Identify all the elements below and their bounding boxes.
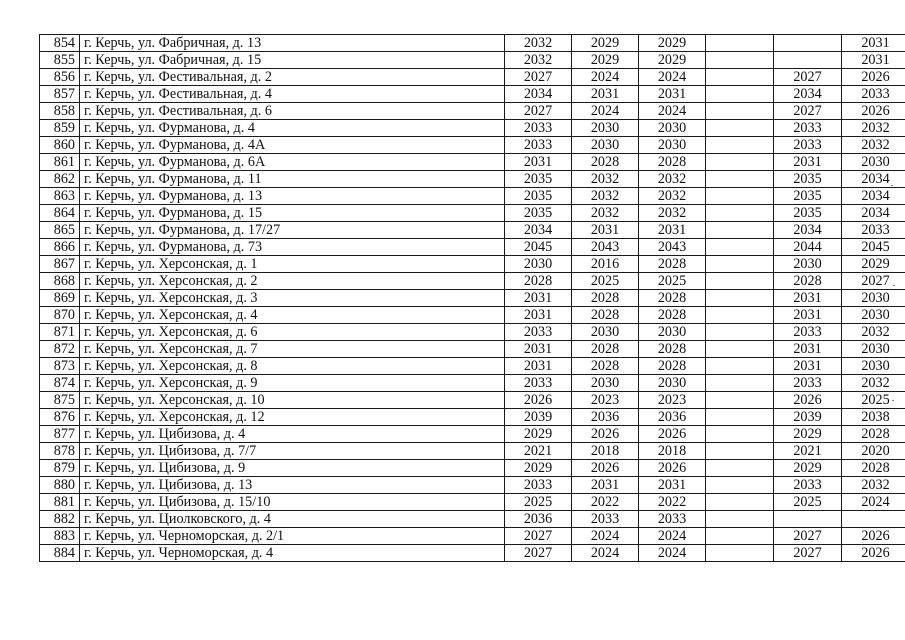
year-cell-4 bbox=[706, 239, 774, 256]
row-number-cell: 870 bbox=[40, 307, 80, 324]
year-cell-6: 2028 bbox=[842, 460, 905, 477]
year-cell-1: 2032 bbox=[505, 52, 572, 69]
year-cell-4 bbox=[706, 273, 774, 290]
year-cell-5: 2034 bbox=[774, 86, 842, 103]
table-row bbox=[40, 375, 905, 392]
year-cell-4 bbox=[706, 188, 774, 205]
year-cell-5: 2033 bbox=[774, 477, 842, 494]
year-cell-4 bbox=[706, 222, 774, 239]
year-cell-2: 2022 bbox=[572, 494, 639, 511]
year-cell-4 bbox=[706, 409, 774, 426]
year-cell-3: 2036 bbox=[639, 409, 706, 426]
address-cell: г. Керчь, ул. Херсонская, д. 1 bbox=[80, 256, 505, 273]
year-cell-6: 2025 bbox=[842, 392, 905, 409]
year-cell-3: 2024 bbox=[639, 103, 706, 120]
year-cell-5: 2021 bbox=[774, 443, 842, 460]
year-cell-1: 2039 bbox=[505, 409, 572, 426]
address-cell: г. Керчь, ул. Фурманова, д. 17/27 bbox=[80, 222, 505, 239]
year-cell-5 bbox=[774, 52, 842, 69]
table-row bbox=[40, 256, 905, 273]
address-cell: г. Керчь, ул. Фурманова, д. 4А bbox=[80, 137, 505, 154]
year-cell-5: 2034 bbox=[774, 222, 842, 239]
year-cell-4 bbox=[706, 120, 774, 137]
year-cell-3: 2032 bbox=[639, 205, 706, 222]
row-number-cell: 867 bbox=[40, 256, 80, 273]
year-cell-3: 2029 bbox=[639, 52, 706, 69]
year-cell-6: 2032 bbox=[842, 120, 905, 137]
address-cell: г. Керчь, ул. Херсонская, д. 6 bbox=[80, 324, 505, 341]
row-number-cell: 855 bbox=[40, 52, 80, 69]
table-row bbox=[40, 392, 905, 409]
row-number-cell: 860 bbox=[40, 137, 80, 154]
year-cell-2: 2030 bbox=[572, 375, 639, 392]
year-cell-5: 2029 bbox=[774, 460, 842, 477]
table-row bbox=[40, 307, 905, 324]
year-cell-5: 2031 bbox=[774, 154, 842, 171]
row-number-cell: 863 bbox=[40, 188, 80, 205]
year-cell-2: 2033 bbox=[572, 511, 639, 528]
year-cell-5 bbox=[774, 511, 842, 528]
year-cell-4 bbox=[706, 86, 774, 103]
year-cell-3: 2031 bbox=[639, 86, 706, 103]
year-cell-5: 2033 bbox=[774, 324, 842, 341]
row-number-cell: 857 bbox=[40, 86, 80, 103]
year-cell-3: 2030 bbox=[639, 120, 706, 137]
year-cell-2: 2031 bbox=[572, 86, 639, 103]
year-cell-3: 2028 bbox=[639, 341, 706, 358]
year-cell-5: 2026 bbox=[774, 392, 842, 409]
row-number-cell: 858 bbox=[40, 103, 80, 120]
year-cell-5: 2031 bbox=[774, 341, 842, 358]
address-cell: г. Керчь, ул. Херсонская, д. 2 bbox=[80, 273, 505, 290]
year-cell-5: 2027 bbox=[774, 545, 842, 562]
year-cell-2: 2032 bbox=[572, 188, 639, 205]
year-cell-5: 2025 bbox=[774, 494, 842, 511]
table-row bbox=[40, 460, 905, 477]
year-cell-1: 2027 bbox=[505, 69, 572, 86]
year-cell-1: 2031 bbox=[505, 358, 572, 375]
year-cell-2: 2024 bbox=[572, 528, 639, 545]
year-cell-4 bbox=[706, 392, 774, 409]
scan-speck bbox=[891, 185, 893, 186]
year-cell-5: 2044 bbox=[774, 239, 842, 256]
year-cell-4 bbox=[706, 494, 774, 511]
year-cell-4 bbox=[706, 545, 774, 562]
year-cell-2: 2028 bbox=[572, 154, 639, 171]
address-cell: г. Керчь, ул. Херсонская, д. 4 bbox=[80, 307, 505, 324]
year-cell-2: 2030 bbox=[572, 137, 639, 154]
row-number-cell: 876 bbox=[40, 409, 80, 426]
year-cell-1: 2033 bbox=[505, 477, 572, 494]
year-cell-3: 2018 bbox=[639, 443, 706, 460]
year-cell-5: 2031 bbox=[774, 290, 842, 307]
row-number-cell: 873 bbox=[40, 358, 80, 375]
year-cell-6: 2030 bbox=[842, 154, 905, 171]
year-cell-1: 2033 bbox=[505, 120, 572, 137]
year-cell-4 bbox=[706, 477, 774, 494]
year-cell-3: 2025 bbox=[639, 273, 706, 290]
year-cell-4 bbox=[706, 290, 774, 307]
row-number-cell: 869 bbox=[40, 290, 80, 307]
row-number-cell: 878 bbox=[40, 443, 80, 460]
row-number-cell: 862 bbox=[40, 171, 80, 188]
year-cell-6: 2030 bbox=[842, 341, 905, 358]
year-cell-1: 2036 bbox=[505, 511, 572, 528]
year-cell-1: 2031 bbox=[505, 290, 572, 307]
year-cell-3: 2026 bbox=[639, 460, 706, 477]
year-cell-5: 2033 bbox=[774, 137, 842, 154]
year-cell-2: 2024 bbox=[572, 545, 639, 562]
address-cell: г. Керчь, ул. Херсонская, д. 10 bbox=[80, 392, 505, 409]
table-row bbox=[40, 324, 905, 341]
year-cell-6: 2031 bbox=[842, 35, 905, 52]
year-cell-1: 2028 bbox=[505, 273, 572, 290]
year-cell-6 bbox=[842, 511, 905, 528]
table-row bbox=[40, 443, 905, 460]
table-row bbox=[40, 188, 905, 205]
row-number-cell: 871 bbox=[40, 324, 80, 341]
row-number-cell: 856 bbox=[40, 69, 80, 86]
year-cell-1: 2033 bbox=[505, 324, 572, 341]
year-cell-6: 2032 bbox=[842, 324, 905, 341]
year-cell-1: 2033 bbox=[505, 375, 572, 392]
row-number-cell: 859 bbox=[40, 120, 80, 137]
address-cell: г. Керчь, ул. Херсонская, д. 3 bbox=[80, 290, 505, 307]
year-cell-2: 2030 bbox=[572, 324, 639, 341]
year-cell-2: 2031 bbox=[572, 222, 639, 239]
year-cell-2: 2028 bbox=[572, 358, 639, 375]
year-cell-3: 2026 bbox=[639, 426, 706, 443]
year-cell-3: 2028 bbox=[639, 256, 706, 273]
year-cell-4 bbox=[706, 35, 774, 52]
row-number-cell: 866 bbox=[40, 239, 80, 256]
year-cell-3: 2024 bbox=[639, 69, 706, 86]
year-cell-1: 2035 bbox=[505, 205, 572, 222]
year-cell-5 bbox=[774, 35, 842, 52]
year-cell-1: 2029 bbox=[505, 460, 572, 477]
address-cell: г. Керчь, ул. Фабричная, д. 15 bbox=[80, 52, 505, 69]
table-row bbox=[40, 171, 905, 188]
year-cell-4 bbox=[706, 426, 774, 443]
row-number-cell: 854 bbox=[40, 35, 80, 52]
year-cell-3: 2031 bbox=[639, 222, 706, 239]
year-cell-6: 2024 bbox=[842, 494, 905, 511]
address-cell: г. Керчь, ул. Фурманова, д. 11 bbox=[80, 171, 505, 188]
year-cell-1: 2034 bbox=[505, 86, 572, 103]
year-cell-4 bbox=[706, 307, 774, 324]
year-cell-1: 2031 bbox=[505, 341, 572, 358]
year-cell-3: 2024 bbox=[639, 528, 706, 545]
year-cell-6: 2031 bbox=[842, 52, 905, 69]
table-row bbox=[40, 426, 905, 443]
address-cell: г. Керчь, ул. Фестивальная, д. 6 bbox=[80, 103, 505, 120]
year-cell-6: 2026 bbox=[842, 69, 905, 86]
table-row bbox=[40, 273, 905, 290]
year-cell-4 bbox=[706, 341, 774, 358]
address-cell: г. Керчь, ул. Фестивальная, д. 4 bbox=[80, 86, 505, 103]
address-cell: г. Керчь, ул. Херсонская, д. 9 bbox=[80, 375, 505, 392]
year-cell-4 bbox=[706, 511, 774, 528]
year-cell-4 bbox=[706, 358, 774, 375]
year-cell-1: 2035 bbox=[505, 188, 572, 205]
year-cell-6: 2030 bbox=[842, 307, 905, 324]
year-cell-1: 2033 bbox=[505, 137, 572, 154]
table-row bbox=[40, 409, 905, 426]
year-cell-3: 2028 bbox=[639, 307, 706, 324]
year-cell-2: 2029 bbox=[572, 52, 639, 69]
year-cell-3: 2032 bbox=[639, 188, 706, 205]
year-cell-1: 2035 bbox=[505, 171, 572, 188]
year-cell-6: 2028 bbox=[842, 426, 905, 443]
row-number-cell: 864 bbox=[40, 205, 80, 222]
year-cell-5: 2030 bbox=[774, 256, 842, 273]
year-cell-1: 2027 bbox=[505, 528, 572, 545]
year-cell-2: 2025 bbox=[572, 273, 639, 290]
year-cell-4 bbox=[706, 205, 774, 222]
year-cell-6: 2034 bbox=[842, 205, 905, 222]
row-number-cell: 881 bbox=[40, 494, 80, 511]
year-cell-5: 2031 bbox=[774, 358, 842, 375]
table-row bbox=[40, 358, 905, 375]
table-row bbox=[40, 205, 905, 222]
year-cell-6: 2038 bbox=[842, 409, 905, 426]
year-cell-5: 2033 bbox=[774, 120, 842, 137]
row-number-cell: 880 bbox=[40, 477, 80, 494]
year-cell-2: 2026 bbox=[572, 426, 639, 443]
address-cell: г. Керчь, ул. Фурманова, д. 13 bbox=[80, 188, 505, 205]
year-cell-5: 2029 bbox=[774, 426, 842, 443]
year-cell-5: 2028 bbox=[774, 273, 842, 290]
scan-speck bbox=[892, 400, 894, 401]
table-row bbox=[40, 103, 905, 120]
address-cell: г. Керчь, ул. Фурманова, д. 15 bbox=[80, 205, 505, 222]
year-cell-6: 2026 bbox=[842, 103, 905, 120]
year-cell-3: 2030 bbox=[639, 375, 706, 392]
table-row bbox=[40, 290, 905, 307]
year-cell-3: 2023 bbox=[639, 392, 706, 409]
year-cell-1: 2026 bbox=[505, 392, 572, 409]
year-cell-6: 2032 bbox=[842, 137, 905, 154]
year-cell-2: 2029 bbox=[572, 35, 639, 52]
year-cell-1: 2030 bbox=[505, 256, 572, 273]
address-cell: г. Керчь, ул. Циолковского, д. 4 bbox=[80, 511, 505, 528]
year-cell-6: 2029 bbox=[842, 256, 905, 273]
address-cell: г. Керчь, ул. Фурманова, д. 6А bbox=[80, 154, 505, 171]
year-cell-1: 2027 bbox=[505, 103, 572, 120]
year-cell-3: 2029 bbox=[639, 35, 706, 52]
year-cell-2: 2023 bbox=[572, 392, 639, 409]
year-cell-3: 2028 bbox=[639, 290, 706, 307]
year-cell-6: 2026 bbox=[842, 545, 905, 562]
year-cell-5: 2039 bbox=[774, 409, 842, 426]
year-cell-4 bbox=[706, 52, 774, 69]
row-number-cell: 865 bbox=[40, 222, 80, 239]
year-cell-2: 2043 bbox=[572, 239, 639, 256]
table-row bbox=[40, 494, 905, 511]
row-number-cell: 861 bbox=[40, 154, 80, 171]
year-cell-1: 2021 bbox=[505, 443, 572, 460]
address-cell: г. Керчь, ул. Фурманова, д. 73 bbox=[80, 239, 505, 256]
year-cell-1: 2032 bbox=[505, 35, 572, 52]
year-cell-1: 2029 bbox=[505, 426, 572, 443]
scan-speck bbox=[893, 285, 895, 286]
address-cell: г. Керчь, ул. Черноморская, д. 4 bbox=[80, 545, 505, 562]
row-number-cell: 868 bbox=[40, 273, 80, 290]
row-number-cell: 877 bbox=[40, 426, 80, 443]
year-cell-6: 2030 bbox=[842, 358, 905, 375]
year-cell-1: 2027 bbox=[505, 545, 572, 562]
table-row bbox=[40, 239, 905, 256]
year-cell-4 bbox=[706, 460, 774, 477]
address-cell: г. Керчь, ул. Фабричная, д. 13 bbox=[80, 35, 505, 52]
year-cell-3: 2033 bbox=[639, 511, 706, 528]
row-number-cell: 875 bbox=[40, 392, 80, 409]
year-cell-5: 2027 bbox=[774, 103, 842, 120]
year-cell-3: 2030 bbox=[639, 137, 706, 154]
year-cell-3: 2030 bbox=[639, 324, 706, 341]
year-cell-6: 2033 bbox=[842, 86, 905, 103]
year-cell-2: 2018 bbox=[572, 443, 639, 460]
year-cell-2: 2026 bbox=[572, 460, 639, 477]
year-cell-3: 2028 bbox=[639, 154, 706, 171]
year-cell-2: 2036 bbox=[572, 409, 639, 426]
year-cell-3: 2028 bbox=[639, 358, 706, 375]
year-cell-6: 2027 bbox=[842, 273, 905, 290]
year-cell-1: 2034 bbox=[505, 222, 572, 239]
year-cell-4 bbox=[706, 103, 774, 120]
year-cell-6: 2032 bbox=[842, 375, 905, 392]
row-number-cell: 882 bbox=[40, 511, 80, 528]
table-row bbox=[40, 154, 905, 171]
row-number-cell: 883 bbox=[40, 528, 80, 545]
year-cell-2: 2031 bbox=[572, 477, 639, 494]
address-cell: г. Керчь, ул. Цибизова, д. 15/10 bbox=[80, 494, 505, 511]
year-cell-2: 2028 bbox=[572, 341, 639, 358]
row-number-cell: 874 bbox=[40, 375, 80, 392]
year-cell-3: 2022 bbox=[639, 494, 706, 511]
housing-repair-schedule-table bbox=[39, 34, 905, 562]
year-cell-1: 2031 bbox=[505, 307, 572, 324]
year-cell-6: 2032 bbox=[842, 477, 905, 494]
table-row bbox=[40, 222, 905, 239]
year-cell-5: 2031 bbox=[774, 307, 842, 324]
year-cell-4 bbox=[706, 69, 774, 86]
table-row bbox=[40, 341, 905, 358]
year-cell-5: 2027 bbox=[774, 69, 842, 86]
year-cell-4 bbox=[706, 375, 774, 392]
address-cell: г. Керчь, ул. Цибизова, д. 4 bbox=[80, 426, 505, 443]
year-cell-6: 2045 bbox=[842, 239, 905, 256]
table-row bbox=[40, 137, 905, 154]
year-cell-4 bbox=[706, 137, 774, 154]
year-cell-5: 2035 bbox=[774, 205, 842, 222]
year-cell-2: 2030 bbox=[572, 120, 639, 137]
year-cell-1: 2031 bbox=[505, 154, 572, 171]
year-cell-6: 2026 bbox=[842, 528, 905, 545]
year-cell-5: 2033 bbox=[774, 375, 842, 392]
table-row bbox=[40, 35, 905, 52]
year-cell-2: 2028 bbox=[572, 290, 639, 307]
address-cell: г. Керчь, ул. Цибизова, д. 7/7 bbox=[80, 443, 505, 460]
address-cell: г. Керчь, ул. Цибизова, д. 9 bbox=[80, 460, 505, 477]
address-cell: г. Керчь, ул. Херсонская, д. 8 bbox=[80, 358, 505, 375]
year-cell-6: 2033 bbox=[842, 222, 905, 239]
address-cell: г. Керчь, ул. Фурманова, д. 4 bbox=[80, 120, 505, 137]
year-cell-6: 2034 bbox=[842, 171, 905, 188]
table-row bbox=[40, 477, 905, 494]
table-row bbox=[40, 120, 905, 137]
year-cell-6: 2030 bbox=[842, 290, 905, 307]
year-cell-6: 2020 bbox=[842, 443, 905, 460]
year-cell-5: 2035 bbox=[774, 188, 842, 205]
year-cell-3: 2043 bbox=[639, 239, 706, 256]
table-row bbox=[40, 86, 905, 103]
year-cell-4 bbox=[706, 324, 774, 341]
year-cell-5: 2035 bbox=[774, 171, 842, 188]
year-cell-4 bbox=[706, 443, 774, 460]
table-body bbox=[40, 35, 905, 562]
address-cell: г. Керчь, ул. Черноморская, д. 2/1 bbox=[80, 528, 505, 545]
table-row bbox=[40, 52, 905, 69]
row-number-cell: 872 bbox=[40, 341, 80, 358]
row-number-cell: 879 bbox=[40, 460, 80, 477]
year-cell-2: 2032 bbox=[572, 171, 639, 188]
year-cell-4 bbox=[706, 528, 774, 545]
year-cell-4 bbox=[706, 154, 774, 171]
address-cell: г. Керчь, ул. Херсонская, д. 7 bbox=[80, 341, 505, 358]
year-cell-3: 2024 bbox=[639, 545, 706, 562]
address-cell: г. Керчь, ул. Фестивальная, д. 2 bbox=[80, 69, 505, 86]
address-cell: г. Керчь, ул. Херсонская, д. 12 bbox=[80, 409, 505, 426]
year-cell-2: 2024 bbox=[572, 69, 639, 86]
table-row bbox=[40, 69, 905, 86]
year-cell-1: 2045 bbox=[505, 239, 572, 256]
year-cell-3: 2032 bbox=[639, 171, 706, 188]
year-cell-2: 2016 bbox=[572, 256, 639, 273]
year-cell-2: 2028 bbox=[572, 307, 639, 324]
year-cell-4 bbox=[706, 256, 774, 273]
year-cell-5: 2027 bbox=[774, 528, 842, 545]
table-row bbox=[40, 528, 905, 545]
year-cell-6: 2034 bbox=[842, 188, 905, 205]
year-cell-2: 2024 bbox=[572, 103, 639, 120]
year-cell-1: 2025 bbox=[505, 494, 572, 511]
address-cell: г. Керчь, ул. Цибизова, д. 13 bbox=[80, 477, 505, 494]
year-cell-4 bbox=[706, 171, 774, 188]
table-row bbox=[40, 511, 905, 528]
year-cell-3: 2031 bbox=[639, 477, 706, 494]
table-row bbox=[40, 545, 905, 562]
year-cell-2: 2032 bbox=[572, 205, 639, 222]
row-number-cell: 884 bbox=[40, 545, 80, 562]
